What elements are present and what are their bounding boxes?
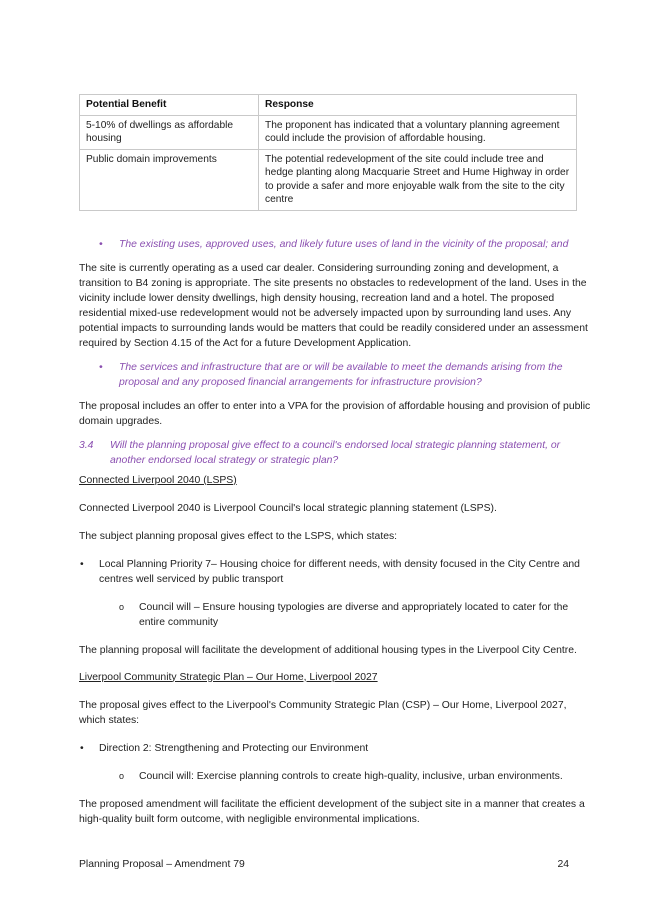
section-title: Will the planning proposal give effect to a council's endorsed local strategic planning statement, or another endorsed local strategy or strategic plan? <box>110 439 561 466</box>
paragraph-csp-intro: The proposal gives effect to the Liverpool's Community Strategic Plan (CSP) – Our Home, Liverpool 2027, which states: <box>79 699 567 726</box>
benefits-table <box>79 94 577 211</box>
page-footer <box>79 857 593 872</box>
section-heading-3-4 <box>79 438 593 468</box>
table-header-row <box>80 95 577 116</box>
page-number: 24 <box>557 859 569 870</box>
paragraph-lsps-states: The subject planning proposal gives effect to the LSPS, which states: <box>79 530 398 542</box>
footer-title: Planning Proposal – Amendment 79 <box>79 859 245 870</box>
heading-csp: Liverpool Community Strategic Plan – Our Home, Liverpool 2027 <box>79 671 378 683</box>
header-response: Response <box>259 95 577 116</box>
bullet-icon: • <box>80 558 84 570</box>
paragraph-site-uses: The site is currently operating as a used car dealer. Considering surrounding zoning and development, a transition to B4 zoning is appropriate. The site presents no obstacles to redevelopment of the land. Uses in the vicinity include lower density dwellings, high density housing, recreation land and a hotel. The proposed residential mixed-use redevelopment would not be adversely impacted upon by surrounding land uses. Any potential impacts to surrounding lands would be matters that could be readily considered under an assessment required by Section 4.15 of the Act for a future Development Application. <box>79 262 588 349</box>
sub-bullet-icon: o <box>119 601 125 612</box>
sub-bullet-icon: o <box>119 770 125 781</box>
section-number: 3.4 <box>79 439 94 451</box>
table-cell: Public domain improvements <box>80 149 259 210</box>
criteria-bullet-services: • The services and infrastructure that are or will be available to meet the demands arising from the proposal and any proposed financial arrangements for infrastructure provision? <box>99 361 563 388</box>
table-row <box>80 115 577 149</box>
table-cell: 5-10% of dwellings as affordable housing <box>80 115 259 149</box>
document-page <box>79 94 593 827</box>
paragraph-vpa: The proposal includes an offer to enter into a VPA for the provision of affordable housing and provision of public domain upgrades. <box>79 400 591 427</box>
paragraph-csp-conclusion: The proposed amendment will facilitate the efficient development of the subject site in a manner that creates a high-quality built form outcome, with negligible environmental implications. <box>79 798 585 825</box>
bullet-icon: • <box>99 238 103 250</box>
table-cell: The potential redevelopment of the site could include tree and hedge planting along Macquarie Street and Hume Highway in order to provide a safer and more enjoyable walk from the site to the city centre <box>259 149 577 210</box>
criteria-bullet-existing-uses: • The existing uses, approved uses, and likely future uses of land in the vicinity of the proposal; and <box>99 238 569 250</box>
table-row <box>80 149 577 210</box>
paragraph-lsps-intro: Connected Liverpool 2040 is Liverpool Council's local strategic planning statement (LSPS). <box>79 502 497 514</box>
sub-list-item-planning-controls: o Council will: Exercise planning controls to create high-quality, inclusive, urban environments. <box>119 770 563 782</box>
list-item-direction-2: • Direction 2: Strengthening and Protecting our Environment <box>80 742 369 754</box>
bullet-icon: • <box>80 742 84 754</box>
header-potential-benefit: Potential Benefit <box>80 95 259 116</box>
bullet-icon: • <box>99 361 103 373</box>
heading-lsps: Connected Liverpool 2040 (LSPS) <box>79 474 237 486</box>
paragraph-lsps-conclusion: The planning proposal will facilitate the development of additional housing types in the Liverpool City Centre. <box>79 644 577 656</box>
table-cell: The proponent has indicated that a voluntary planning agreement could include the provision of affordable housing. <box>259 115 577 149</box>
sub-list-item-housing: o Council will – Ensure housing typologies are diverse and appropriately located to cater for the entire community <box>119 601 569 628</box>
list-item-priority-7: • Local Planning Priority 7– Housing choice for different needs, with density focused in the City Centre and centres well serviced by public transport <box>80 558 580 585</box>
